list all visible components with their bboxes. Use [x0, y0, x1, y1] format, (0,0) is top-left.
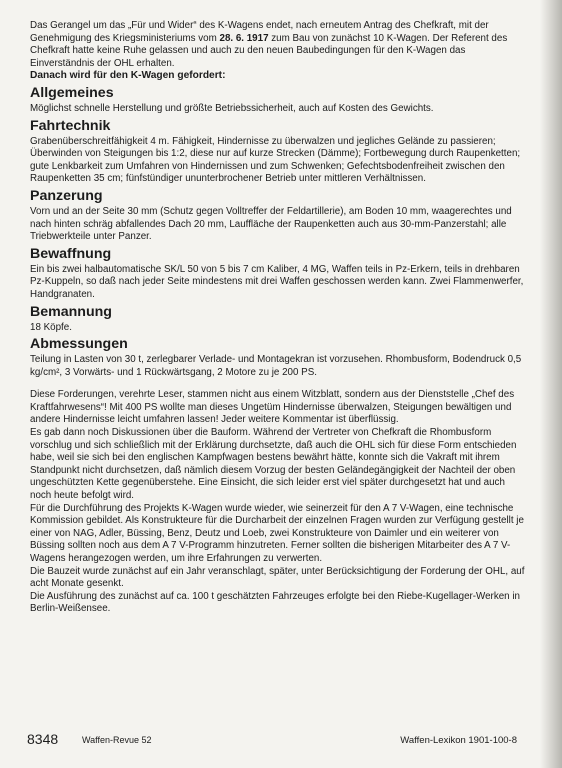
requirements-title: Danach wird für den K-Wagen gefordert:	[30, 70, 226, 82]
section-text-panzerung: Vorn und an der Seite 30 mm (Schutz gegen Volltreffer der Feldartillerie), am Boden 10 mm, waagerechtes und nach hinten schräg abfallendes Dach 20 mm, Lauffläche der Raupenketten auch aus 30-mm-Panzerstahl; alle Triebwerkteile unter Panzer.	[30, 205, 512, 243]
section-heading-abmessungen: Abmessungen	[30, 336, 128, 353]
section-heading-allgemeines: Allgemeines	[30, 84, 114, 101]
section-heading-panzerung: Panzerung	[30, 187, 103, 204]
section-text-bewaffnung: Ein bis zwei halbautomatische SK/L 50 von 5 bis 7 cm Kaliber, 4 MG, Waffen teils in Pz-Erkern, teils in drehbaren Pz-Kuppeln, so daß nach jeder Seite mindestens mit drei Waffen geschossen werden kann. Zwei Flammenwerfer, Handgranaten.	[30, 263, 524, 300]
section-text-bemannung: 18 Köpfe.	[30, 321, 72, 333]
page-edge-shadow	[540, 0, 562, 768]
narrative-paragraph: Die Ausführung des zunächst auf ca. 100 t geschätzten Fahrzeuges erfolgte bei den Riebe-Kugellager-Werken in Berlin-Weißensee.	[30, 590, 520, 615]
narrative-paragraph: Für die Durchführung des Projekts K-Wagen wurde wieder, wie seinerzeit für den A 7 V-Wagen, eine technische Kommission gebildet. Als Konstrukteure für die Durcharbeit der einzelnen Fragen wurden zur Verfügung gestellt je einer von NAG, Adler, Büssing, Benz, Deutz und Loeb, zwei Konstrukteure von Daimler und ein weiterer von Büssing sollten noch aus dem A 7 V-Programm hinzutreten. Ferner sollten die bisherigen Mitarbeiter des A 7 V-Wagens herangezogen werden, um ihre Erfahrungen zu verwerten.	[30, 502, 524, 564]
intro-text-2: zum Bau von zunächst 10 K-Wagen. Der Referent des Chefkraft hatte keine Ruhe gelassen und auch zu den neuen Baubedingungen für den K-Wagen das Einverständnis der OHL erhalten.	[30, 32, 508, 69]
narrative-paragraph: Es gab dann noch Diskussionen über die Bauform. Während der Vertreter von Chefkraft die Rhombusform vorschlug und sich schließlich mit der Erklärung durchsetzte, daß auch die OHL sich für diese Form entschieden habe, weil sie sich bei den englischen Kampfwagen bestens bewährt hätte, konnte sich die Vakraft mit ihrem Standpunkt nicht durchsetzen, daß nämlich diesem Vorzug der besten Geländegängigkeit der Nachteil der oben ungeschützten Kette gegenüberstehe. Eine Einsicht, die sich leider erst viel später durchgesetzt hat und auch noch heute befolgt wird.	[30, 427, 517, 502]
intro-text-1: Das Gerangel um das „Für und Wider“ des K-Wagens endet, nach erneutem Antrag des Chefkraft, mit der Genehmigung des Kriegsministeriums vom	[30, 20, 489, 44]
narrative-paragraph: Die Bauzeit wurde zunächst auf ein Jahr veranschlagt, später, unter Berücksichtigung der Forderung der OHL, auf acht Monate gesenkt.	[30, 565, 525, 590]
section-text-allgemeines: Möglichst schnelle Herstellung und größte Betriebssicherheit, auch auf Kosten des Gewichts.	[30, 102, 434, 114]
narrative-block	[30, 389, 526, 616]
lexicon-reference: Waffen-Lexikon 1901-100-8	[400, 735, 517, 746]
section-heading-fahrtechnik: Fahrtechnik	[30, 117, 111, 134]
section-heading-bewaffnung: Bewaffnung	[30, 245, 112, 262]
narrative-paragraph: Diese Forderungen, verehrte Leser, stammen nicht aus einem Witzblatt, sondern aus der Dienststelle „Chef des Kraftfahrwesens“! Mit 400 PS wollte man dieses Ungetüm Hindernisse überwalzen, Steigungen bewältigen und andere Hindernisse leicht umfahren lassen! Jeder weitere Kommentar ist überflüssig.	[30, 389, 515, 426]
intro-paragraph	[30, 20, 526, 70]
document-page	[30, 20, 526, 616]
section-text-fahrtechnik: Grabenüberschreitfähigkeit 4 m. Fähigkeit, Hindernisse zu überwalzen und jegliches Gelände zu passieren; Überwinden von Steigungen bis 1:2, diese nur auf kurze Strecken (Dämme); Fortbewegung durch Raupenketten; gute Lenkbarkeit zum Umfahren von Hindernissen und zum Schwenken; Gefechtsbodenfreiheit zwischen den Raupenketten 35 cm; fünfstündiger ununterbrochener Betrieb unter mittleren Verhältnissen.	[30, 135, 521, 185]
page-number: 8348	[27, 731, 59, 747]
section-text-abmessungen: Teilung in Lasten von 30 t, zerlegbarer Verlade- und Montagekran ist vorzusehen. Rhombusform, Bodendruck 0,5 kg/cm², 3 Vorwärts- und 1 Rückwärtsgang, 2 Motore zu je 200 PS.	[30, 354, 522, 378]
intro-date: 28. 6. 1917	[219, 32, 269, 44]
section-heading-bemannung: Bemannung	[30, 303, 112, 320]
page-footer	[27, 731, 517, 751]
magazine-issue: Waffen-Revue 52	[82, 735, 152, 745]
